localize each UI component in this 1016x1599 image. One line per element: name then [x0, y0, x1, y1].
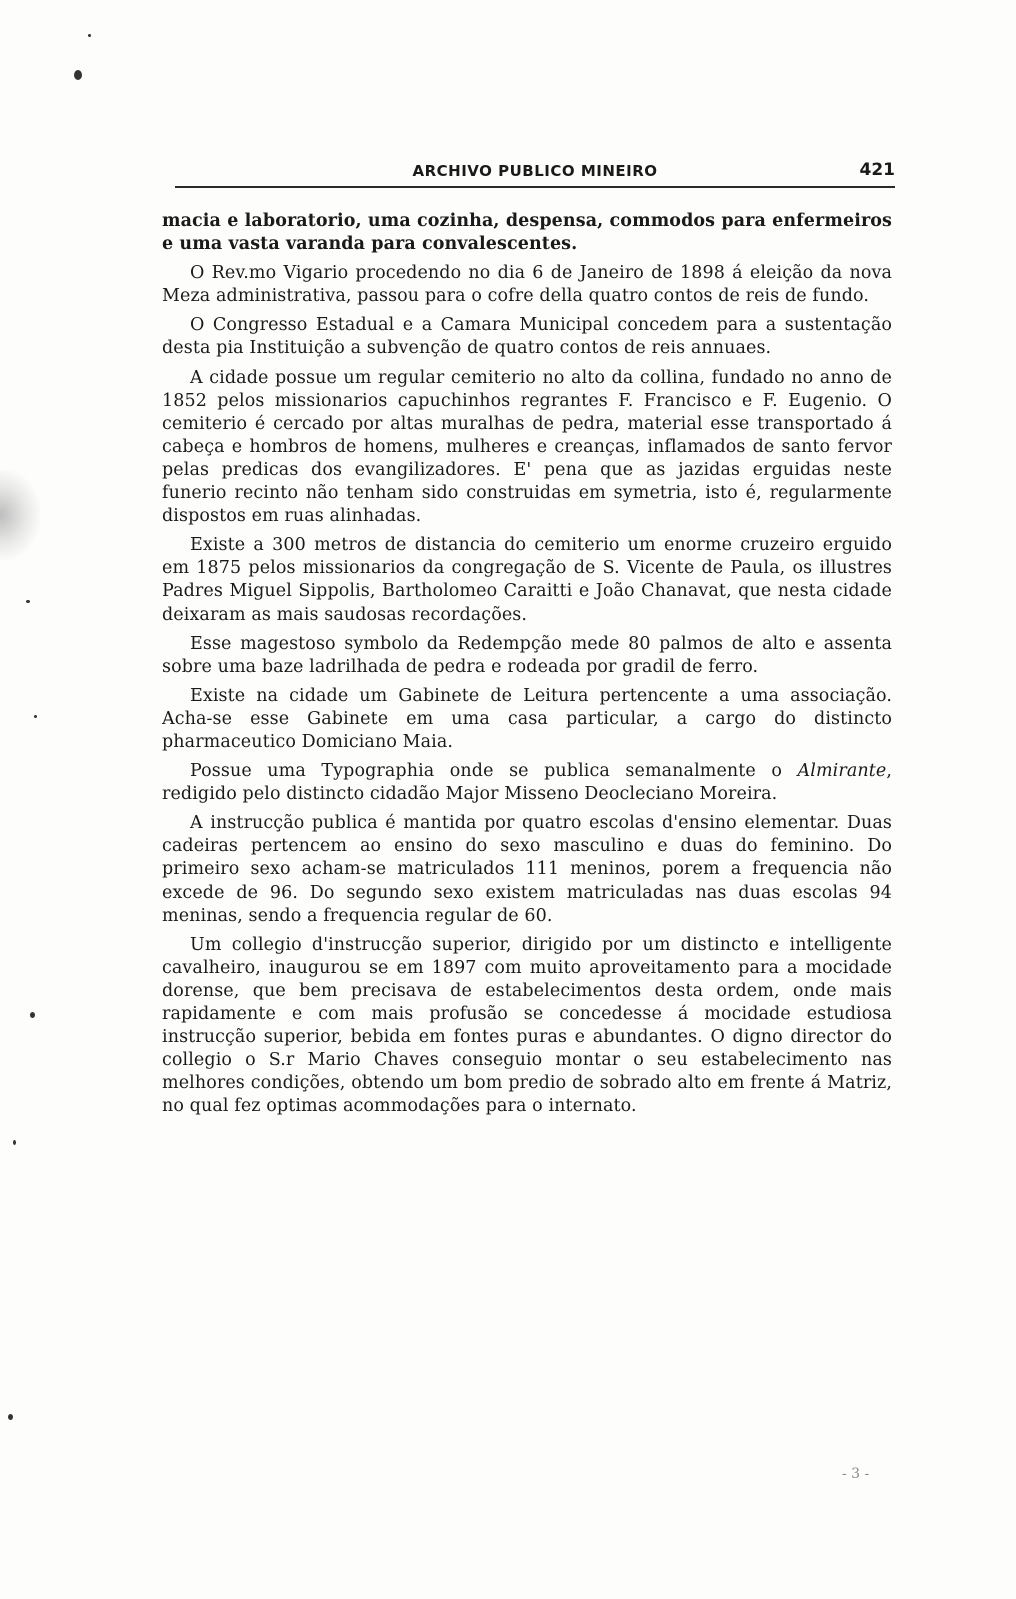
- paragraph-congresso: O Congresso Estadual e a Camara Municipal concedem para a sustentação desta pia Instituição a subvenção de quatro contos de reis annuaes.: [162, 315, 892, 359]
- ink-speck: [26, 600, 30, 603]
- page-edge-shadow: [0, 470, 40, 560]
- paragraph-continuation: macia e laboratorio, uma cozinha, despensa, commodos para enfermeiros e uma vasta varanda para convalescentes.: [162, 211, 892, 255]
- newspaper-title: Almirante: [797, 761, 887, 782]
- ink-speck: [74, 70, 82, 80]
- ink-speck: [13, 1140, 16, 1145]
- paragraph-cruzeiro: Existe a 300 metros de distancia do cemiterio um enorme cruzeiro erguido em 1875 pelos missionarios da congregação de S. Vicente de Paula, os illustres Padres Miguel Sippolis, Bartholomeo Caraitti e João Chanavat, que nesta cidade deixaram as mais saudosas recordações.: [162, 535, 892, 625]
- typographia-text-start: Possue uma Typographia onde se publica semanalmente o: [190, 761, 798, 782]
- running-header: [175, 160, 895, 186]
- ink-speck: [30, 1012, 35, 1018]
- ink-speck: [34, 715, 37, 718]
- paragraph-gabinete: Existe na cidade um Gabinete de Leitura pertencente a uma associação. Acha-se esse Gabinete em uma casa particular, a cargo do distincto pharmaceutico Domiciano Maia.: [162, 685, 892, 752]
- ink-speck: [8, 1414, 13, 1420]
- paragraph-collegio: Um collegio d'instrucção superior, dirigido por um distincto e intelligente cavalheiro, inaugurou se em 1897 com muito aproveitamento para a mocidade dorense, que bem precisava de estabelecimentos desta ordem, onde mais rapidamente e com mais profusão se concedesse á mocidade estudiosa instrucção superior, bebida em fontes puras e abundantes. O digno director do collegio o S.r Mario Chaves conseguio montar o seu estabelecimento nas melhores condições, obtendo um bom predio de sobrado alto em frente á Matriz, no qual fez optimas acommodações para o internato.: [162, 934, 892, 1117]
- paragraph-vigario: O Rev.mo Vigario procedendo no dia 6 de Janeiro de 1898 á eleição da nova Meza administrativa, passou para o cofre della quatro contos de reis de fundo.: [162, 263, 892, 307]
- body-text: [162, 210, 892, 1124]
- paragraph-typographia: [162, 760, 892, 806]
- ink-speck: [88, 34, 91, 37]
- header-rule: [175, 186, 895, 188]
- paragraph-instruccao: A instrucção publica é mantida por quatro escolas d'ensino elementar. Duas cadeiras pertencem ao ensino do sexo masculino e duas do feminino. Do primeiro sexo acham-se matriculados 111 meninos, porem a frequencia não excede de 96. Do segundo sexo existem matriculadas nas duas escolas 94 meninas, sendo a frequencia regular de 60.: [162, 813, 892, 926]
- paragraph-cemiterio: A cidade possue um regular cemiterio no alto da collina, fundado no anno de 1852 pelos missionarios capuchinhos regrantes F. Francisco e F. Eugenio. O cemiterio é cercado por altas muralhas de pedra, material esse transportado á cabeça e hombros de homens, mulheres e creanças, inflamados de santo fervor pelas predicas dos evangilizadores. E' pena que as jazidas erguidas neste funerio recinto não tenham sido construidas em symetria, isto é, regularmente dispostos em ruas alinhadas.: [162, 367, 892, 527]
- paragraph-symbolo: Esse magestoso symbolo da Redempção mede 80 palmos de alto e assenta sobre uma baze ladrilhada de pedra e rodeada por gradil de ferro.: [162, 633, 892, 677]
- typographia-text-end: , redigido pelo distincto cidadão Major Misseno Deocleciano Moreira.: [162, 761, 892, 805]
- running-header-title: ARCHIVO PUBLICO MINEIRO: [412, 162, 658, 180]
- footer-mark: - 3 -: [842, 1466, 870, 1482]
- page-number: 421: [859, 160, 895, 180]
